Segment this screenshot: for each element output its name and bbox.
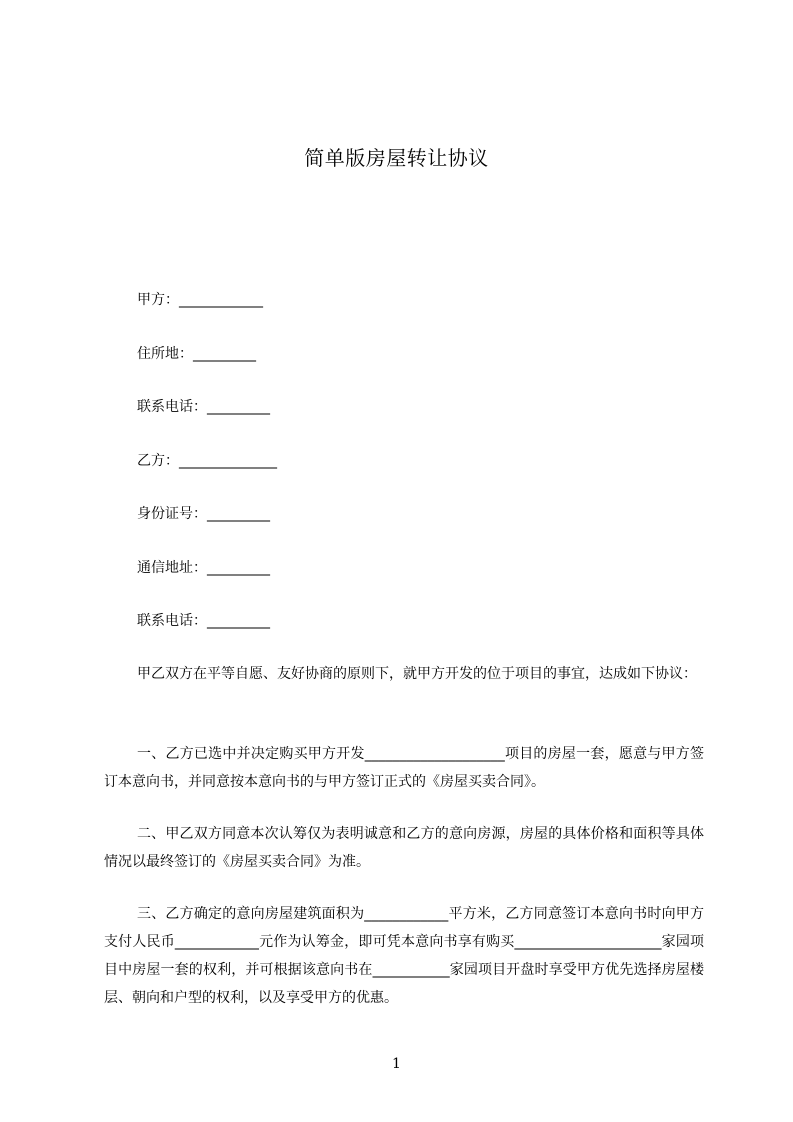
intro-paragraph: 甲乙双方在平等自愿、友好协商的原则下，就甲方开发的位于项目的事宜，达成如下协议： [137,666,697,682]
party-b-mailing-address-field: 通信地址：_________ [137,560,270,576]
party-a-address-field: 住所地：_________ [137,346,256,362]
clause-2-paragraph: 二、甲乙双方同意本次认筹仅为表明诚意和乙方的意向房源，房屋的具体价格和面积等具体情况以最终签订的《房屋买卖合同》为准。 [104,826,704,870]
party-b-name-field: 乙方：______________ [137,453,277,469]
clause-3-paragraph: 三、乙方确定的意向房屋建筑面积为____________平方米，乙方同意签订本意向书时向甲方支付人民币____________元作为认筹金，即可凭本意向书享有购买_____________________家园项目中房屋一套的权利，并可根据该意向书在___________家园项目开盘时享受甲方优先选择房屋楼层、朝向和户型的权利，以及享受甲方的优惠。 [104,906,704,1006]
party-a-name-field: 甲方：____________ [137,292,263,308]
party-b-id-field: 身份证号：_________ [137,506,270,522]
clause-1-paragraph: 一、乙方已选中并决定购买甲方开发____________________项目的房屋一套，愿意与甲方签订本意向书，并同意按本意向书的与甲方签订正式的《房屋买卖合同》。 [104,746,704,790]
party-b-phone-field: 联系电话：_________ [137,613,270,629]
party-a-phone-field: 联系电话：_________ [137,399,270,415]
document-title: 简单版房屋转让协议 [304,146,489,170]
page-number: 1 [392,1056,401,1072]
